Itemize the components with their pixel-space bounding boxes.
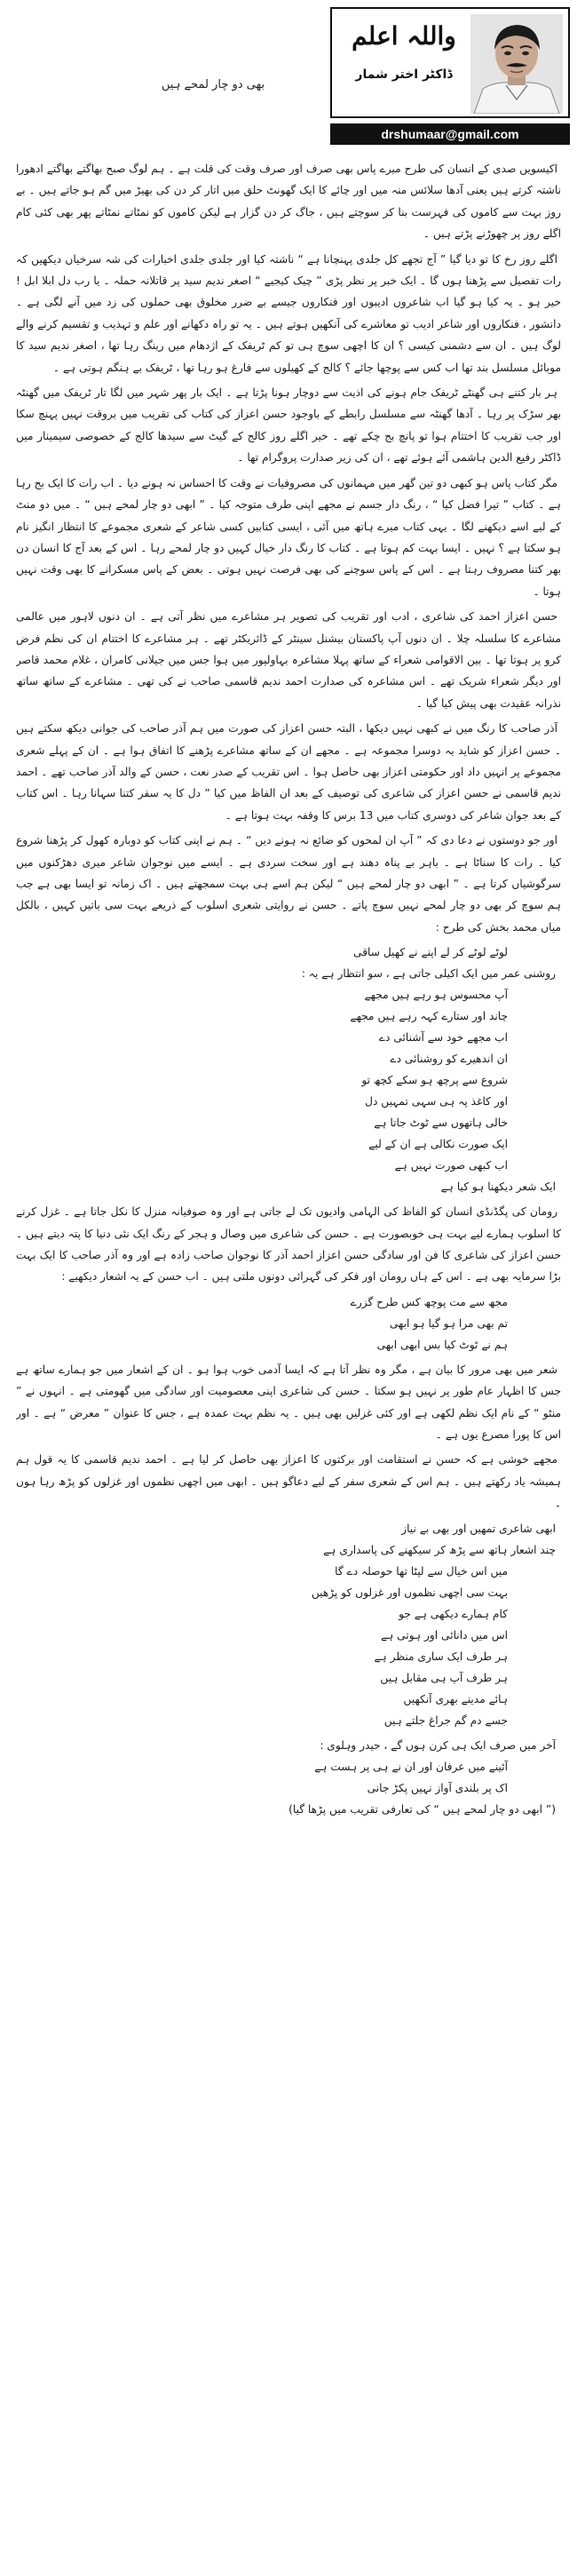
verse-line: شروع سے پرچھ ہو سکے کچھ تو [361, 1074, 508, 1087]
paragraph: آذر صاحب کا رنگ میں نے کبھی نہیں دیکھا ، البتہ حسن اعزاز کی صورت میں ہم آذر صاحب کی جوانی دیکھ سکتے ہیں ۔ حسن اعزاز کو شاید یہ دوسرا مجموعہ ہے ۔ مجھے ان کے ساتھ مشاعرے پڑھنے کا اتفاق ہوا ہے ۔ ان کے پہلے شعری مجموعے پر انہیں داد اور حکومتی اعزاز بھی حاصل ہوا ۔ اس تقریب کے صدر نعت ، حسن کے والد آذر صاحب تھے ۔ احمد ندیم قاسمی نے حسن اعزاز کی شاعری کی توصیف کے بعد ان الفاظ میں کیا ” دل کا یہ سفر کتنا سہانا رہا ۔ اس کتاب کے بعد جوان شاعر کی دوسری کتاب میں 13 برس کا وقفہ بہت ہوتا ہے ۔ [16, 722, 561, 822]
verse-line: اب مجھے خود سے آشنائی دے [378, 1031, 508, 1045]
author-portrait [470, 14, 563, 114]
paragraph: اگلے روز رخ کا تو دیا گیا ” آج تجھے کل جلدی پہنچانا ہے “ ناشتہ کیا اور جلدی جلدی اخبارات کی شہ سرخیاں دیکھیں کہ رات تفصیل سے پڑھنا ہوں گا ۔ ایک خبر پر نظر پڑی ” چیک کیجیے “ اصغر ندیم سید پر قاتلانہ حملہ ۔ یا رب دل ابلا ابل ! خیر ہو ۔ یہ کیا ہو گیا اب شاعروں ادیبوں اور فنکاروں جیسے بے ضرر مخلوق بھی حملوں کی زد میں آنے لگی ہے ۔ دانشور ، فنکاروں اور شاعر ادیب تو معاشرے کی آنکھیں ہوتے ہیں ۔ یہ تو راہ دکھانے اور علم و تہذیب و تقسیم کرنے والے لوگ ہیں ۔ ان سے دشمنی کیسی ؟ ان کا اچھی سوچ ہی تو کم ٹریفک کے اژدھام میں رینگ رہا تھا ، اصغر ندیم سید کا موبائل مسلسل بند تھا اب کس سے پوچھا جائے ؟ کالج کے کھیلوں سے فارغ ہو رہا تھا ، ٹریفک بے ہنگم ہوتی ہے ۔ [16, 252, 561, 374]
verse-line: ہر طرف آپ ہی مقابل ہیں [380, 1671, 508, 1684]
verse-block [16, 942, 561, 1197]
verse-line: اور کاغذ پہ ہی سہی تمہیں دل [365, 1095, 508, 1109]
verse-block [16, 1518, 561, 1731]
verse-line: چند اشعار ہاتھ سے پڑھ کر سیکھنے کی پاسداری ہے [323, 1543, 556, 1556]
paragraph: ہر بار کتنے ہی گھنٹے ٹریفک جام ہونے کی اذیت سے دوچار ہونا پڑتا ہے ۔ ایک بار پھر شہر میں لگا تار ٹریفک میں گھنٹہ بھر سڑک پر رہا ۔ آدھا گھنٹہ سے مسلسل رابطے کے باوجود حسن اعزاز کی کتاب کی تقریب میں بروقت نہیں پہنچ سکا اور جب تقریب کا اختتام ہوا تو پانچ بج چکے تھے ۔ خیر اگلے روز کالج کے گیٹ سے سیدھا کالج کے خصوصی سیمینار میں ڈاکٹر رفیع الدین ہاشمی آئے ہوئے تھے ، ان کی زیر صدارت پروگرام تھا ۔ [16, 386, 561, 465]
verse-line: اس میں دانائی اور ہوتی ہے [380, 1628, 508, 1642]
verse-line: ایک صورت نکالی ہے ان کے لیے [368, 1138, 508, 1151]
verse-line: آپ محسوس ہو رہے ہیں مجھے [364, 989, 508, 1002]
paragraph: مجھے خوشی ہے کہ حسن نے استقامت اور برکتوں کا اعزاز بھی حاصل کر لیا ہے ۔ احمد ندیم قاسمی کا یہ قول ہم ہمیشہ یاد رکھتے ہیں ۔ ہم اس کے شعری سفر کے لیے دعاگو ہیں ۔ ابھی میں اچھی نظموں اور غزلوں کو پڑھ رہا ہوں ۔ [16, 1453, 561, 1510]
column-masthead [330, 7, 570, 149]
verse-line: اک پر بلندی آواز نہیں پکڑ جانی [367, 1782, 508, 1795]
verse-line: جسے دم گم جراغ جلتے ہیں [383, 1713, 508, 1727]
closing-line: آخر میں صرف ایک ہی کرن ہوں گے ، حیدر وہلوی : [320, 1738, 556, 1752]
verse-line: بہت سی اچھی نظموں اور غزلوں کو پڑھیں [311, 1586, 508, 1599]
verse-line: میں اس خیال سے لپٹا تھا حوصلہ دے گا [335, 1564, 508, 1578]
paragraph: اکیسویں صدی کے انسان کی طرح میرے پاس بھی صرف اور صرف وقت کی قلت ہے ۔ ہم لوگ صبح بھاگتے بھاگتے ادھورا ناشتہ کرتے ہیں یعنی آدھا سلائس منہ میں اور چائے کا ایک گھونٹ حلق میں اتار کر دن کی بھیڑ میں گم ہو جاتے ہیں ۔ بے روز بہت سے کاموں کی فہرست بنا کر سوچتے ہیں ، جاگ کر دن گزار ہے لیکن کاموں کو نمٹاتے نمٹاتے پھر بھی کئی کام اگلے روز پر چھوڑنے پڑتے ہیں ۔ [16, 163, 561, 241]
column-title: بھی دو چار لمحے ہیں [161, 78, 265, 91]
closing-note: (” ابھی دو چار لمحے ہیں “ کی تعارفی تقریب میں پڑھا گیا) [288, 1803, 556, 1817]
paragraph: مگر کتاب پاس ہو کبھی دو تین گھر میں مہمانوں کی مصروفیات نے وقت کا احساس نہ ہونے دیا ۔ اب رات کا ایک بج رہا ہے ۔ کتاب ” تیرا فضل کیا “ ، رنگ دار جسم نے مجھے اپنی طرف متوجہ کیا ۔ ” ابھی دو چار لمحے ہیں “ ۔ میں دو منٹ کے لیے اسے دیکھنے لگا ۔ یہی کتاب میرے ہاتھ میں آئی ، ایسی کتابیں کسی شاعر کے شعری مجموعے کا انتظار انگیز نام ہو سکتا ہے ؟ نہیں ۔ ایسا بہت کم ہوتا ہے ۔ کتاب کا رنگ دار خیال کہیں دو چار لمحے رہا ۔ اس کے بعد آج کا انسان دن بھر کتنا مصروف رہتا ہے ۔ اس کے پاس سوچنے کی بھی فرصت نہیں ہوتی ۔ بعض کے پاس مسکرانے کا بھی وقت نہیں ہوتا ۔ [16, 476, 561, 598]
paragraph: شعر میں بھی مرور کا بیان ہے ، مگر وہ نظر آتا ہے کہ ایسا آدمی خوب ہوا ہو ۔ ان کے اشعار میں جو ہمارے ساتھ ہے جس کا اظہار عام طور پر نہیں ہو سکتا ۔ حسن کی شاعری اپنی معصومیت اور سادگی میں گھومتی ہے ۔ انہوں نے ” منٹو “ کے نام ایک نظم لکھی ہے اور کئی غزلیں بھی ہیں ۔ یہ نظم بہت عمدہ ہے ، جس کا عنوان ” معرض “ ہے ۔ اور اس کا پورا مصرع یوں ہے ۔ [16, 1363, 561, 1442]
author-portrait-image [470, 14, 563, 114]
verse-line: خالی ہاتھوں سے ٹوٹ جاتا ہے [374, 1117, 508, 1130]
verse-line: اب کبھی صورت نہیں ہے [394, 1159, 508, 1173]
verse-line: تم بھی مرا ہو گیا ہو ابھی [389, 1316, 508, 1330]
masthead-box [330, 7, 570, 118]
author-email: drshumaar@gmail.com [330, 123, 570, 145]
verse-line: لوٹے لوٹے کر لے اپنے نے کھیل ساقی [353, 946, 508, 959]
masthead-logo-text: واللہ اعلم [352, 21, 456, 51]
verse-line: روشنی عمر میں ایک اکیلی جاتی ہے ، سو انتظار ہے یہ : [301, 967, 556, 981]
paragraph: رومان کی پگڈنڈی انسان کو الفاظ کی الہامی وادیوں تک لے جاتی ہے اور وہ صوفیانہ منزل کا نکل جاتا ہے ۔ غزل کرنے کا اسلوب ہمارے لیے بہت ہی خوبصورت ہے ۔ حسن کی شاعری میں وصال و ہجر کے رنگ ایک نئی دنیا کا پتہ دیتے ہیں ۔ حسن اعزاز کی شاعری کا فن اور سادگی حسن اعزاز احمد آذر کا نوجوان صاحب زادہ ہے اور وہ آذر صاحب کا ایک بہت بڑا سرمایہ بھی ہے ۔ اس کے ہاں رومان اور فکر کی گہرائی دونوں ملتی ہیں ۔ اب حسن کے یہ اشعار دیکھیے : [16, 1205, 561, 1284]
verse-line: کام ہمارے دیکھی ہے جو [399, 1607, 508, 1620]
verse-line: ایک شعر دیکھنا ہو کیا ہے [440, 1181, 556, 1194]
paragraph: حسن اعزاز احمد کی شاعری ، ادب اور تقریب کی تصویر ہر مشاعرے میں نظر آتی ہے ۔ ان دنوں لاہور میں عالمی مشاعرے کا سلسلہ چلا ۔ ان دنوں آپ پاکستان بیشنل سینٹر کے ڈائریکٹر تھے ۔ ہر مشاعرے کا اختتام ان کی نظم فرض کرو پر ہوتا تھا ۔ بین الاقوامی شعراء کے ساتھ پہلا مشاعرہ بہاولپور میں ہوا جس میں جیلانی کامران ، غلام محمد قاصر اور دیگر شعراء شریک تھے ۔ اس مشاعرہ کی صدارت احمد ندیم قاسمی صاحب نے کی تھی ۔ مشاعرے کے ساتھ ساتھ نذرانہ عقیدت بھی پیش کیا گیا ۔ [16, 610, 561, 710]
verse-line: چاند اور ستارے کہہ رہے ہیں مجھے [350, 1010, 508, 1023]
verse-block [16, 1292, 561, 1356]
verse-line: مجھ سے مت پوچھ کس طرح گزرے [350, 1295, 508, 1308]
verse-line: ان اندھیرے کو روشنائی دے [390, 1053, 508, 1066]
verse-line: آئینے میں عرفان اور ان نے ہی پر ہست ہے [314, 1761, 508, 1774]
verse-line: ہر طرف ایک ساری منظر ہے [374, 1650, 508, 1663]
verse-line: ابھی شاعری تمھیں اور بھی بے نیاز [401, 1522, 556, 1535]
column-body [16, 158, 561, 2571]
verse-line: ہائے مدینے بھری آنکھیں [403, 1692, 508, 1705]
author-name: ڈاکٹر اختر شمار [355, 68, 453, 82]
paragraph: اور جو دوستوں نے دعا دی کہ ” آپ ان لمحوں کو ضائع نہ ہونے دیں “ ۔ ہم نے اپنی کتاب کو دوبارہ کھول کر پڑھنا شروع کیا ۔ رات کا سناٹا ہے ۔ باہر بے پناہ دھند ہے اور سخت سردی ہے ۔ ایسے میں نوجوان شاعر میری دھڑکنوں میں سرگوشیاں کرتا ہے ۔ ” ابھی دو چار لمحے ہیں “ لیکن ہم اسے ہی بہت سمجھتے ہیں ۔ اک زمانہ تو ایسا بھی ہے جب ہم سوچ کر بھی دو چار لمحے نہیں سوچ پاتے ۔ حسن نے روایتی شعری اسلوب کے ذریعے بہت سی باتیں کہیں ، بالکل میاں محمد بخش کی طرح : [16, 834, 561, 934]
verse-line: ہم نے ٹوٹ کیا بس ابھی ابھی [376, 1338, 508, 1351]
